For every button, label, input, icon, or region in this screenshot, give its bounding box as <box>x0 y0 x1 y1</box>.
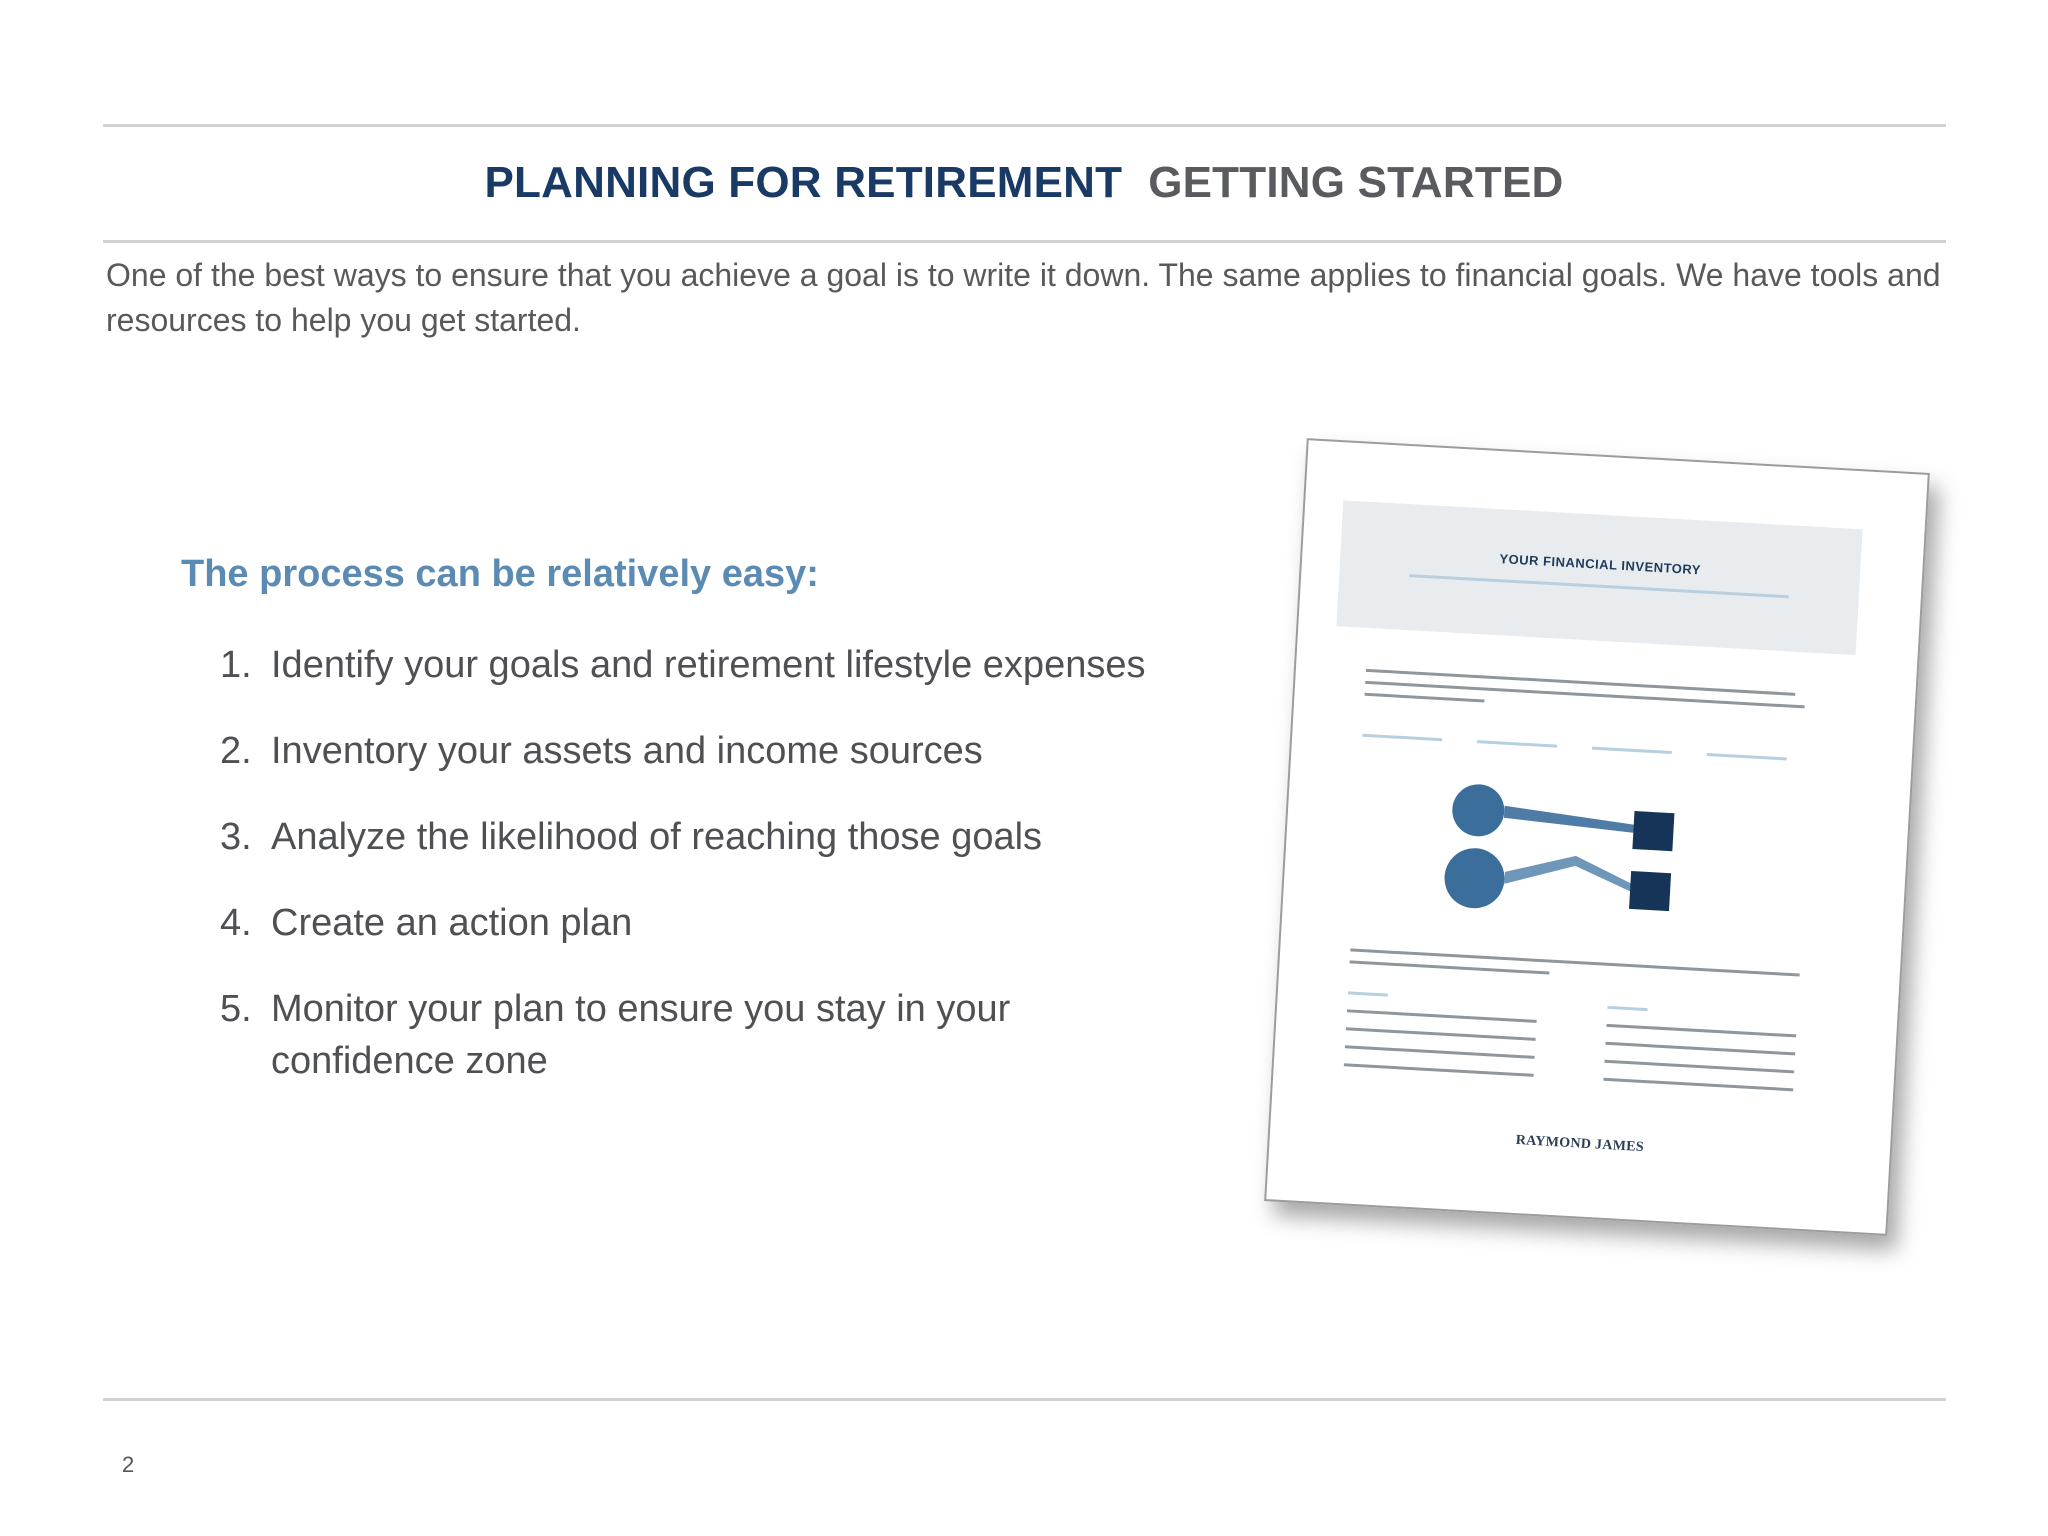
document-step-line <box>1592 747 1672 754</box>
document-text-line <box>1365 693 1485 703</box>
title-primary: PLANNING FOR RETIREMENT <box>484 158 1123 207</box>
list-item <box>216 639 1216 691</box>
title-underline-rule <box>103 240 1946 243</box>
diagram-connector <box>1504 852 1636 893</box>
footer-rule <box>103 1398 1946 1401</box>
page-number: 2 <box>122 1452 135 1477</box>
document-step-line <box>1477 740 1557 747</box>
financial-inventory-document-image <box>1264 438 1930 1236</box>
diagram-box <box>1629 871 1671 911</box>
slide-title <box>0 158 2048 208</box>
document-form-label <box>1607 1006 1647 1011</box>
step-text: Inventory your assets and income sources <box>271 730 983 772</box>
document-flow-diagram <box>1432 778 1700 942</box>
document-form-field <box>1606 1024 1796 1038</box>
process-steps-list <box>216 639 1216 1121</box>
list-item <box>216 811 1216 863</box>
top-rule <box>103 124 1946 127</box>
step-text: Identify your goals and retirement lifestyle expenses <box>271 644 1146 686</box>
document-form-field <box>1346 1027 1536 1041</box>
diagram-circle <box>1451 783 1506 838</box>
step-text: Analyze the likelihood of reaching those goals <box>271 816 1043 858</box>
document-title: YOUR FINANCIAL INVENTORY <box>1499 551 1702 578</box>
document-form-field <box>1605 1042 1795 1056</box>
list-item <box>216 897 1216 949</box>
document-step-line <box>1362 734 1442 741</box>
document-text-line <box>1365 681 1804 709</box>
title-secondary: GETTING STARTED <box>1148 158 1564 207</box>
raymond-james-logo: RAYMOND JAMES <box>1515 1132 1645 1156</box>
document-form-field <box>1604 1060 1794 1074</box>
document-form-field <box>1344 1063 1534 1077</box>
process-subheading: The process can be relatively easy: <box>181 553 819 595</box>
document-form-field <box>1603 1078 1793 1092</box>
document-step-line <box>1707 753 1787 760</box>
diagram-circle <box>1443 847 1506 910</box>
step-number: 3. <box>220 816 252 858</box>
document-text-line <box>1350 960 1550 974</box>
document-text-line <box>1350 948 1799 976</box>
list-item <box>216 983 1111 1087</box>
step-number: 4. <box>220 902 252 944</box>
step-text: Create an action plan <box>271 902 633 944</box>
document-form-label <box>1348 991 1388 996</box>
diagram-connector <box>1503 806 1638 833</box>
list-item <box>216 725 1216 777</box>
step-number: 2. <box>220 730 252 772</box>
document-header-band <box>1336 500 1862 655</box>
diagram-box <box>1632 811 1674 851</box>
document-form-field <box>1345 1045 1535 1059</box>
step-number: 5. <box>220 988 252 1030</box>
intro-paragraph: One of the best ways to ensure that you achieve a goal is to write it down. The same applies to financial goals. We have tools and resources to help you get started. <box>106 257 1941 338</box>
document-form-field <box>1347 1009 1537 1023</box>
step-number: 1. <box>220 644 252 686</box>
step-text: Monitor your plan to ensure you stay in your confidence zone <box>271 988 1011 1082</box>
document-text-line <box>1366 669 1795 696</box>
